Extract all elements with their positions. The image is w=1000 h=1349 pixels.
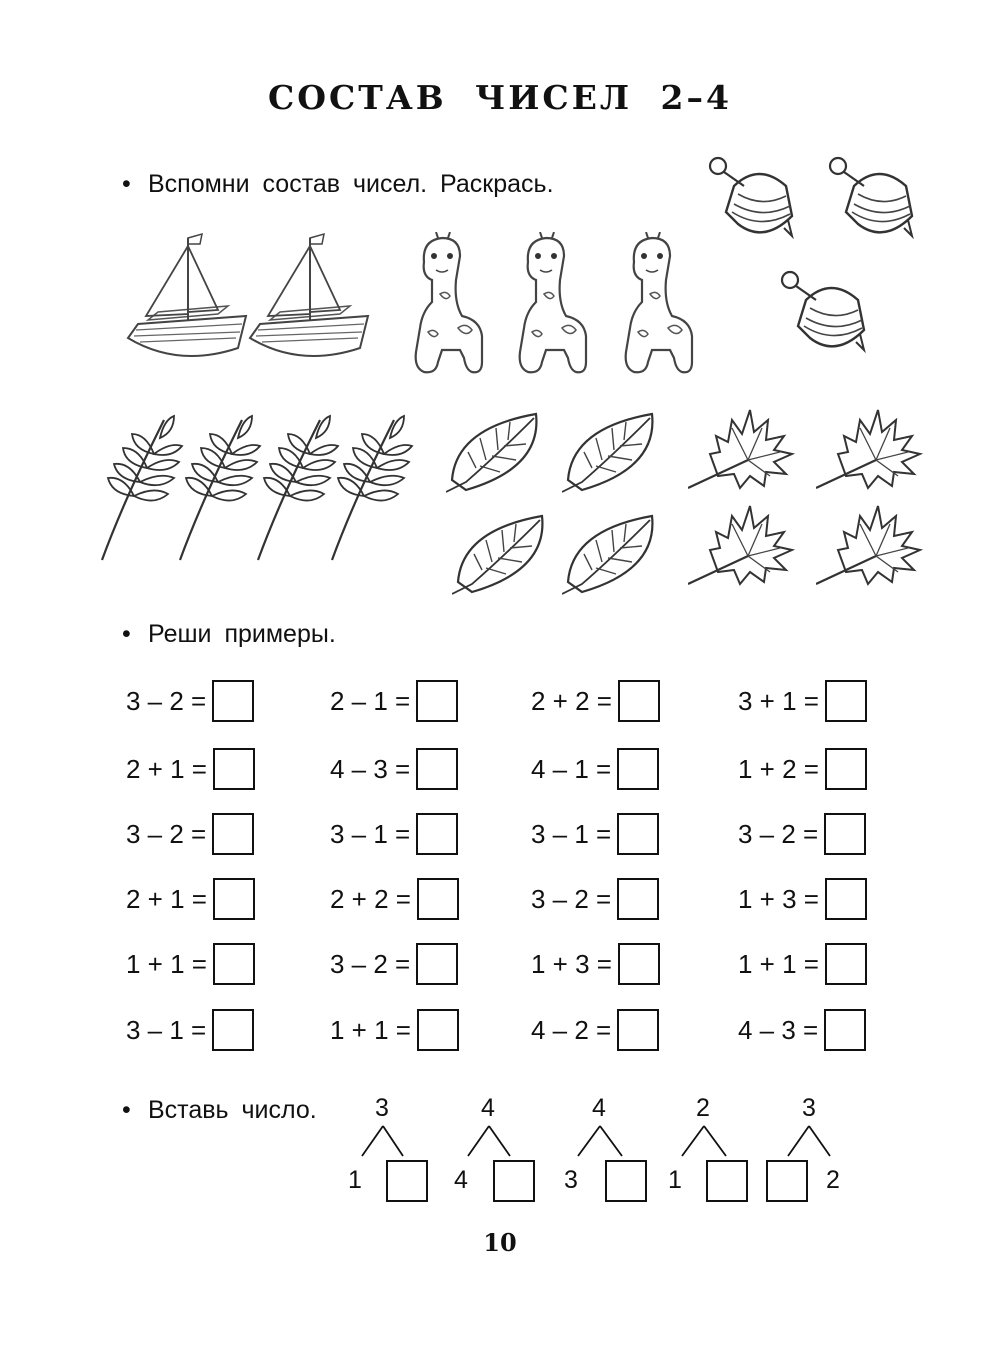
equation <box>330 878 459 920</box>
tree-answer-box[interactable] <box>766 1160 808 1202</box>
tree-top-number: 3 <box>375 1094 389 1122</box>
equation-text: 3 – 2 = <box>738 818 819 849</box>
equation-text: 2 – 1 = <box>330 685 411 716</box>
wheat-ear-picture <box>172 410 262 570</box>
equation <box>738 813 866 855</box>
oak-leaf-picture <box>816 402 926 494</box>
equation <box>531 813 659 855</box>
equation-text: 3 + 1 = <box>738 685 819 716</box>
answer-box[interactable] <box>617 813 659 855</box>
equation <box>126 1009 254 1051</box>
tree-answer-box[interactable] <box>706 1160 748 1202</box>
equation-text: 3 – 2 = <box>126 685 207 716</box>
equation-text: 3 – 1 = <box>531 818 612 849</box>
page-number: 10 <box>483 1228 517 1257</box>
equation-text: 3 – 2 = <box>531 883 612 914</box>
equation-text: 3 – 2 = <box>330 948 411 979</box>
tree-right-number: 2 <box>826 1166 840 1194</box>
tree-left-number: 1 <box>668 1166 682 1194</box>
equation <box>330 813 458 855</box>
equation-text: 4 – 2 = <box>531 1014 612 1045</box>
equation-text: 4 – 1 = <box>531 753 612 784</box>
tree-answer-box[interactable] <box>493 1160 535 1202</box>
equation-text: 4 – 3 = <box>738 1014 819 1045</box>
tree-answer-box[interactable] <box>605 1160 647 1202</box>
leaf-picture <box>446 408 546 498</box>
equation-text: 3 – 2 = <box>126 818 207 849</box>
answer-box[interactable] <box>825 878 867 920</box>
answer-box[interactable] <box>417 878 459 920</box>
answer-box[interactable] <box>825 680 867 722</box>
equation-text: 1 + 2 = <box>738 753 819 784</box>
answer-box[interactable] <box>416 680 458 722</box>
answer-box[interactable] <box>212 680 254 722</box>
tree-top-number: 3 <box>802 1094 816 1122</box>
oak-leaf-picture <box>688 402 798 494</box>
equation <box>738 748 867 790</box>
boat-picture <box>118 228 252 378</box>
wheat-ear-picture <box>94 410 184 570</box>
giraffe-picture <box>612 232 702 380</box>
wheat-ear-picture <box>324 410 414 570</box>
equation <box>531 748 659 790</box>
page-title: СОСТАВ ЧИСЕЛ 2–4 <box>268 78 732 117</box>
task-color-text: Вспомни состав чисел. Раскрась. <box>148 170 554 198</box>
equation-text: 2 + 1 = <box>126 753 207 784</box>
answer-box[interactable] <box>213 943 255 985</box>
task-insert <box>122 1096 317 1125</box>
answer-box[interactable] <box>618 680 660 722</box>
equation <box>531 1009 659 1051</box>
tree-left-number: 3 <box>564 1166 578 1194</box>
equation <box>531 943 660 985</box>
spinning-top-picture <box>776 266 872 362</box>
equation <box>126 813 254 855</box>
answer-box[interactable] <box>824 813 866 855</box>
equation <box>126 680 254 722</box>
answer-box[interactable] <box>417 1009 459 1051</box>
answer-box[interactable] <box>617 748 659 790</box>
equation <box>738 943 867 985</box>
equation <box>126 748 255 790</box>
equation-text: 2 + 1 = <box>126 883 207 914</box>
oak-leaf-picture <box>816 498 926 590</box>
equation-text: 4 – 3 = <box>330 753 411 784</box>
number-tree <box>764 1094 894 1224</box>
tree-top-number: 4 <box>481 1094 495 1122</box>
tree-top-number: 2 <box>696 1094 710 1122</box>
equation-text: 1 + 1 = <box>738 948 819 979</box>
task-insert-text: Вставь число. <box>148 1096 317 1124</box>
answer-box[interactable] <box>617 878 659 920</box>
task-color <box>122 170 554 199</box>
equation <box>738 680 867 722</box>
answer-box[interactable] <box>825 943 867 985</box>
giraffe-picture <box>506 232 596 380</box>
leaf-picture <box>562 510 662 600</box>
equation-text: 2 + 2 = <box>330 883 411 914</box>
task-solve-text: Реши примеры. <box>148 620 336 648</box>
equation <box>330 943 458 985</box>
equation <box>126 943 255 985</box>
equation-text: 1 + 3 = <box>531 948 612 979</box>
equation-text: 2 + 2 = <box>531 685 612 716</box>
bullet: • <box>122 170 131 198</box>
answer-box[interactable] <box>416 943 458 985</box>
equation-text: 3 – 1 = <box>126 1014 207 1045</box>
equation <box>330 680 458 722</box>
equation <box>126 878 255 920</box>
task-solve <box>122 620 336 649</box>
equation <box>738 878 867 920</box>
leaf-picture <box>452 510 552 600</box>
equation <box>531 680 660 722</box>
answer-box[interactable] <box>212 813 254 855</box>
answer-box[interactable] <box>212 1009 254 1051</box>
equation <box>330 748 458 790</box>
answer-box[interactable] <box>416 813 458 855</box>
tree-top-number: 4 <box>592 1094 606 1122</box>
spinning-top-picture <box>704 152 800 248</box>
answer-box[interactable] <box>825 748 867 790</box>
answer-box[interactable] <box>617 1009 659 1051</box>
answer-box[interactable] <box>213 748 255 790</box>
equation-text: 1 + 3 = <box>738 883 819 914</box>
tree-left-number: 4 <box>454 1166 468 1194</box>
bullet: • <box>122 620 131 648</box>
giraffe-picture <box>402 232 492 380</box>
oak-leaf-picture <box>688 498 798 590</box>
spinning-top-picture <box>824 152 920 248</box>
answer-box[interactable] <box>824 1009 866 1051</box>
answer-box[interactable] <box>213 878 255 920</box>
equation-text: 3 – 1 = <box>330 818 411 849</box>
equation-text: 1 + 1 = <box>330 1014 411 1045</box>
tree-branches <box>764 1094 894 1224</box>
equation-text: 1 + 1 = <box>126 948 207 979</box>
answer-box[interactable] <box>618 943 660 985</box>
tree-left-number: 1 <box>348 1166 362 1194</box>
equation <box>531 878 659 920</box>
equation <box>330 1009 459 1051</box>
equation <box>738 1009 866 1051</box>
answer-box[interactable] <box>416 748 458 790</box>
boat-picture <box>240 228 374 378</box>
tree-answer-box[interactable] <box>386 1160 428 1202</box>
bullet: • <box>122 1096 131 1124</box>
leaf-picture <box>562 408 662 498</box>
